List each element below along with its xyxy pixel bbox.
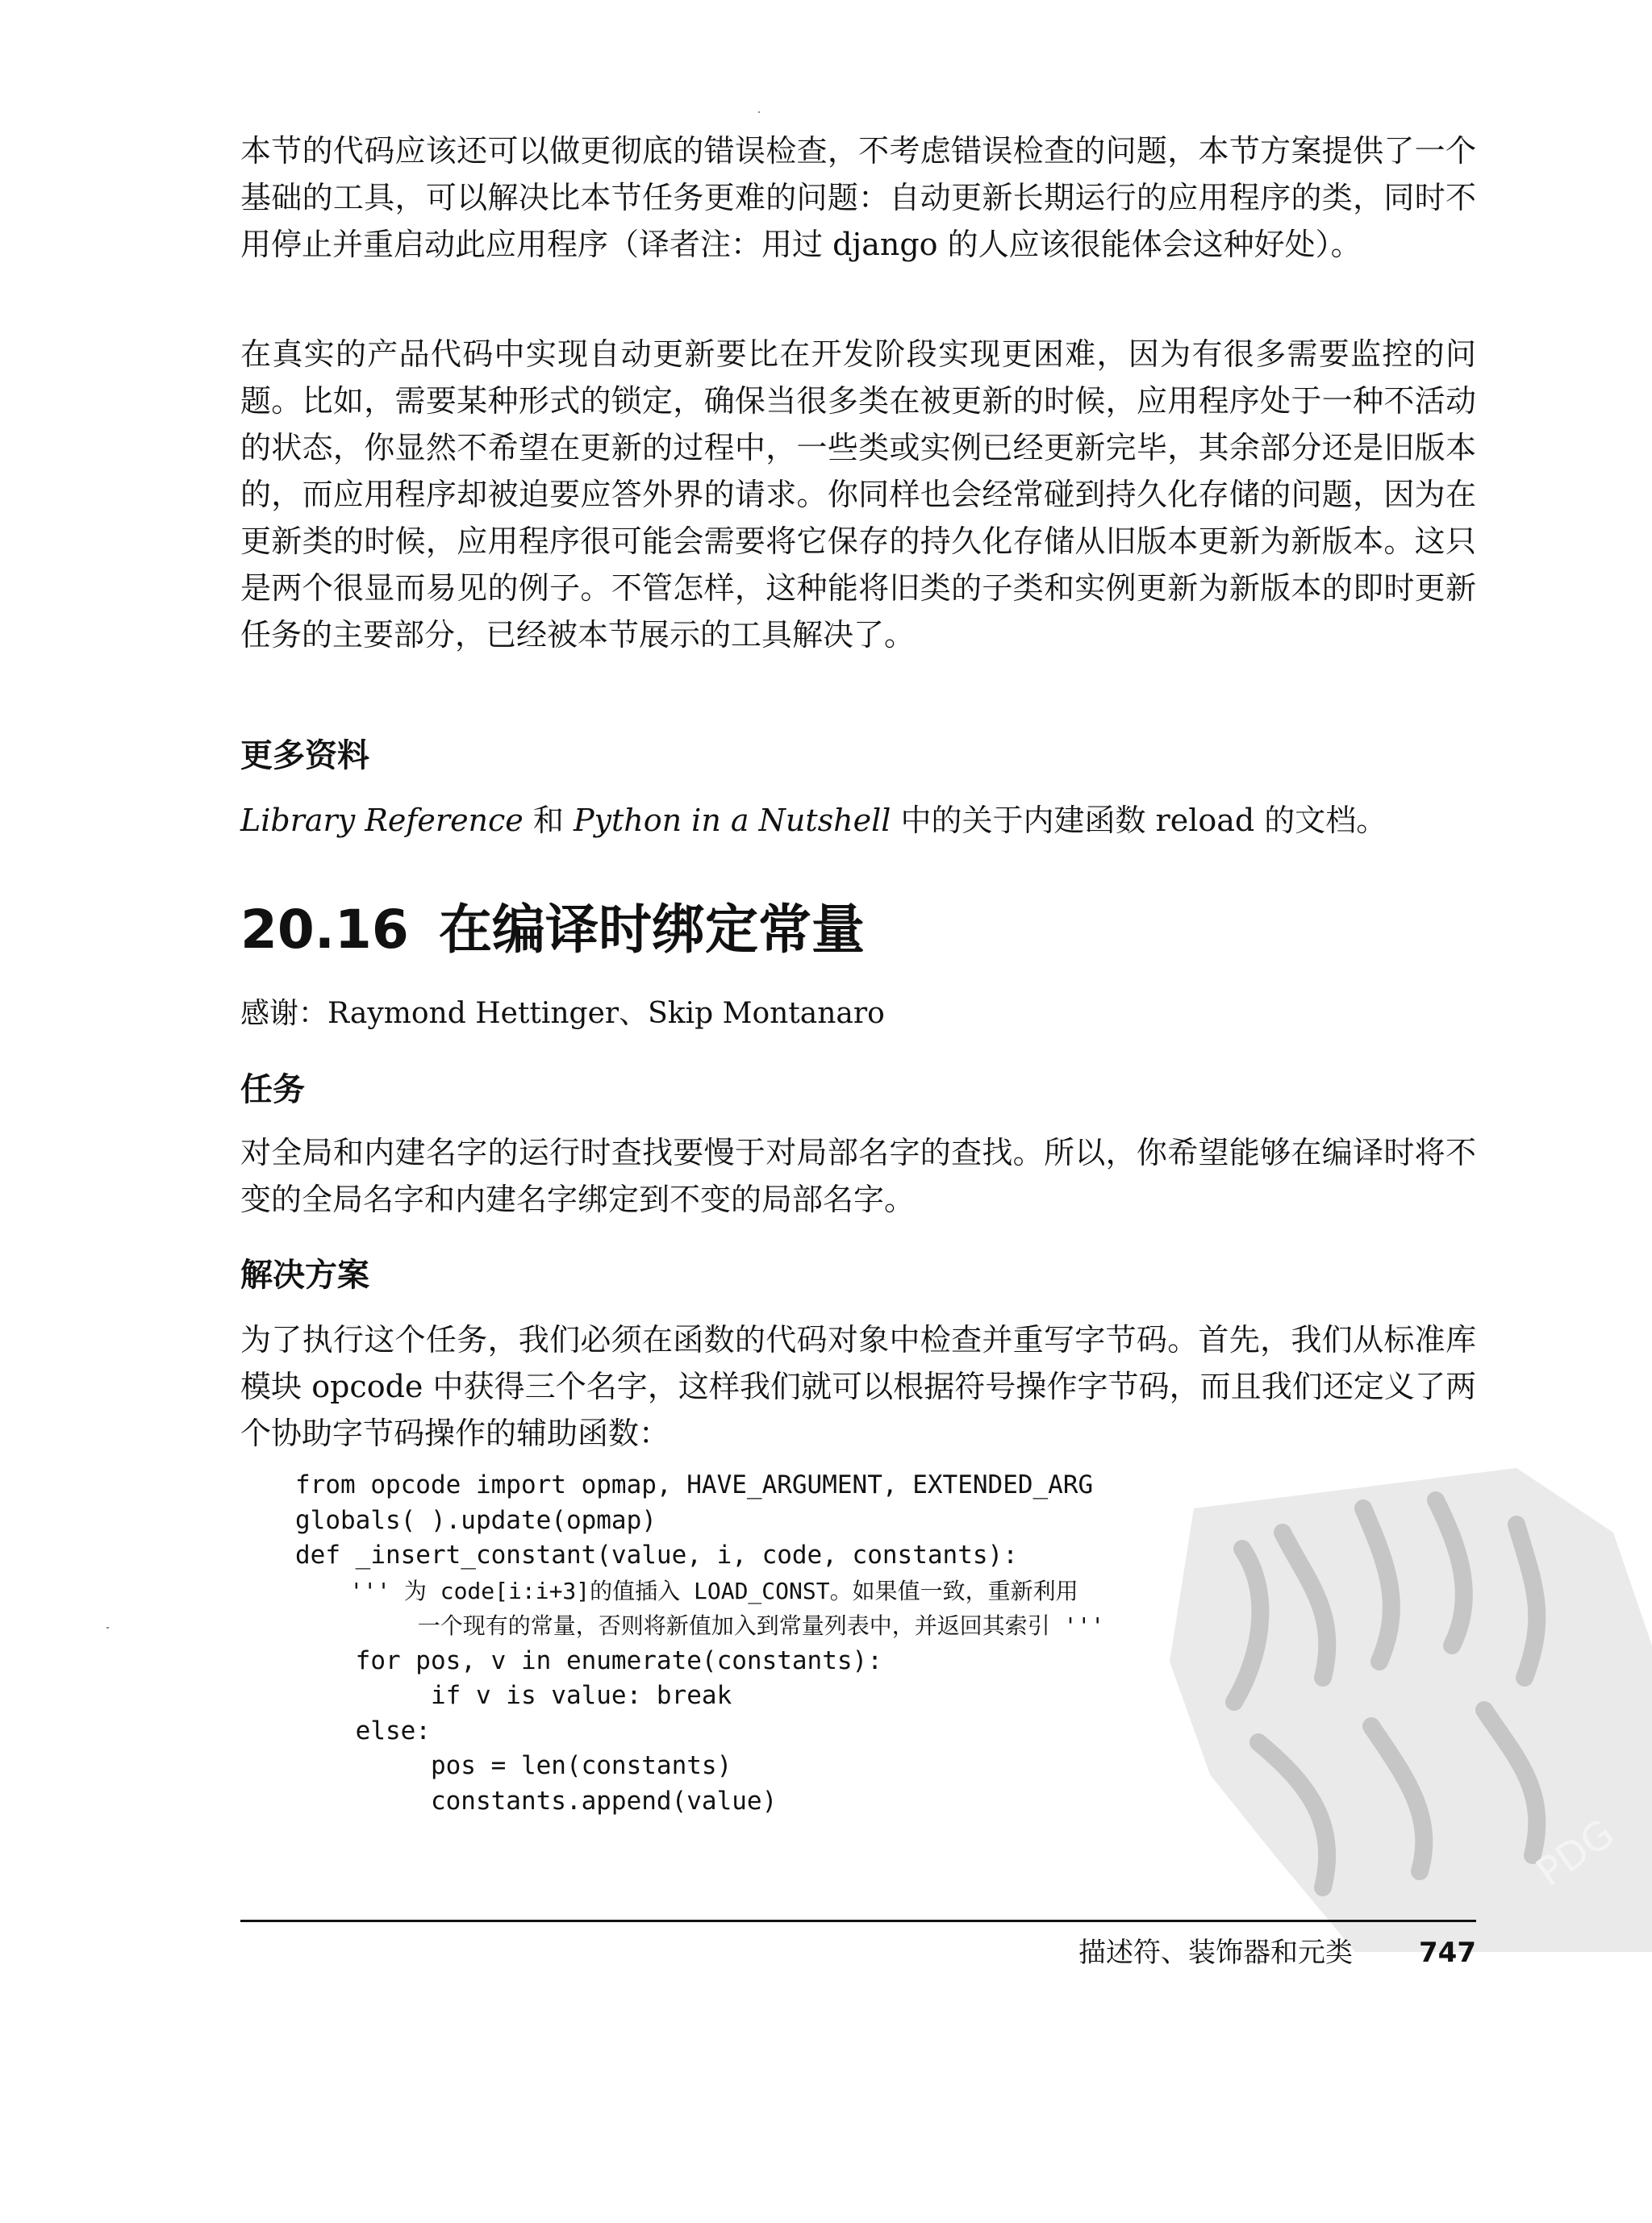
section-title-text: 在编译时绑定常量 bbox=[439, 899, 865, 961]
conjunction: 和 bbox=[523, 803, 574, 838]
code-line: if v is value: break bbox=[295, 1681, 732, 1710]
paragraph-production-update: 在真实的产品代码中实现自动更新要比在开发阶段实现更困难，因为有很多需要监控的问题。比如，需要某种形式的锁定，确保当很多类在被更新的时候，应用程序处于一种不活动的状态，你显然不希望在更新的过程中，一些类或实例已经更新完毕，其余部分还是旧版本的，而应用程序却被迫要应答外界的请求。你同样也会经常碰到持久化存储的问题，因为在更新类的时候，应用程序很可能会需要将它保存的持久化存储从旧版本更新为新版本。这只是两个很显而易见的例子。不管怎样，这种能将旧类的子类和实例更新为新版本的即时更新任务的主要部分，已经被本节展示的工具解决了。 bbox=[240, 336, 1476, 653]
code-line: constants.append(value) bbox=[295, 1786, 778, 1816]
chapter-name: 描述符、装饰器和元类 bbox=[1078, 1937, 1354, 1969]
more-info-heading: 更多资料 bbox=[240, 737, 369, 774]
library-reference-title: Library Reference bbox=[240, 803, 524, 838]
code-line: else: bbox=[295, 1716, 431, 1745]
solution-heading: 解决方案 bbox=[240, 1257, 369, 1294]
code-block bbox=[295, 1468, 1104, 1819]
code-line-docstring: ''' 为 code[i:i+3]的值插入 LOAD_CONST。如果值一致，重新利用 bbox=[295, 1577, 1078, 1604]
code-line: globals( ).update(opmap) bbox=[295, 1505, 657, 1535]
scan-speck bbox=[758, 111, 760, 113]
solution-text: 为了执行这个任务，我们必须在函数的代码对象中检查并重写字节码。首先，我们从标准库模块 opcode 中获得三个名字，这样我们就可以根据符号操作字节码，而且我们还定义了两个协助字节码操作的辅助函数： bbox=[240, 1322, 1476, 1451]
footer-rule bbox=[240, 1920, 1476, 1922]
scan-speck bbox=[106, 1627, 109, 1629]
page-number: 747 bbox=[1419, 1937, 1476, 1969]
more-info-text bbox=[240, 797, 1476, 844]
code-line: def _insert_constant(value, i, code, constants): bbox=[295, 1541, 1018, 1570]
code-line: for pos, v in enumerate(constants): bbox=[295, 1645, 882, 1675]
task-heading: 任务 bbox=[240, 1071, 305, 1108]
code-line: from opcode import opmap, HAVE_ARGUMENT, EXTENDED_ARG bbox=[295, 1470, 1094, 1499]
credit-line: 感谢：Raymond Hettinger、Skip Montanaro bbox=[240, 997, 885, 1030]
python-nutshell-title: Python in a Nutshell bbox=[573, 803, 891, 838]
watermark-label: PDG bbox=[1528, 1810, 1623, 1896]
page-footer bbox=[1078, 1933, 1476, 1973]
paragraph-reload-intro: 本节的代码应该还可以做更彻底的错误检查，不考虑错误检查的问题，本节方案提供了一个基础的工具，可以解决比本节任务更难的问题：自动更新长期运行的应用程序的类，同时不用停止并重启动此应用程序（译者注：用过 django 的人应该很能体会这种好处）。 bbox=[240, 133, 1476, 262]
pdg-watermark-seal bbox=[1097, 1436, 1652, 1952]
task-text: 对全局和内建名字的运行时查找要慢于对局部名字的查找。所以，你希望能够在编译时将不变的全局名字和内建名字绑定到不变的局部名字。 bbox=[240, 1135, 1476, 1217]
section-title bbox=[240, 894, 865, 966]
code-line-docstring: 一个现有的常量，否则将新值加入到常量列表中，并返回其索引 ''' bbox=[295, 1612, 1105, 1639]
section-number: 20.16 bbox=[240, 899, 409, 961]
code-line: pos = len(constants) bbox=[295, 1751, 732, 1780]
reference-rest: 中的关于内建函数 reload 的文档。 bbox=[891, 803, 1387, 838]
